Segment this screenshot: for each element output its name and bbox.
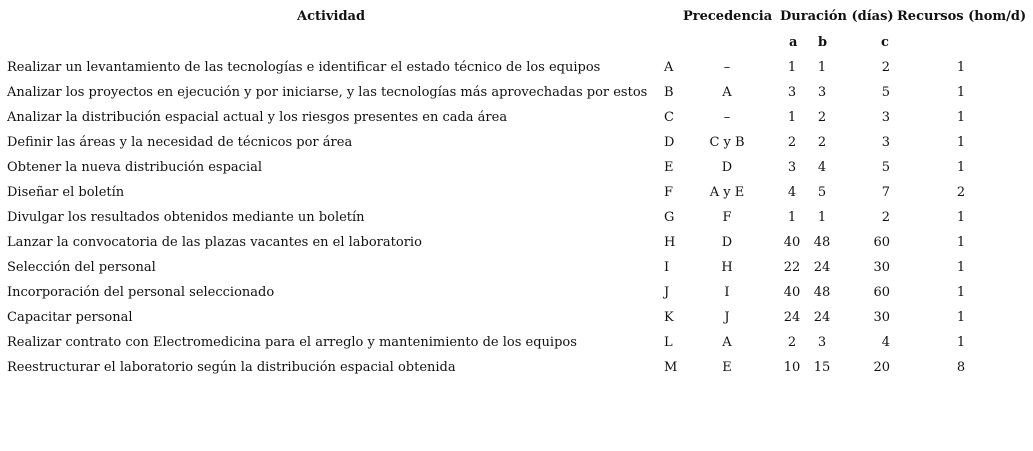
- precedence-cell: D: [721, 235, 733, 250]
- id-cell: H: [664, 235, 676, 250]
- duration-c-cell: 5: [881, 85, 890, 100]
- id-cell: D: [664, 135, 675, 150]
- precedence-cell: E: [722, 360, 732, 375]
- subheader-b: b: [818, 35, 828, 50]
- id-cell: B: [664, 85, 674, 100]
- duration-c-cell: 2: [881, 210, 890, 225]
- header-precedence: Precedencia: [683, 9, 773, 24]
- resources-cell: 1: [956, 160, 966, 175]
- table-row: [0, 184, 1033, 209]
- duration-c-cell: 60: [873, 285, 890, 300]
- duration-a-cell: 40: [783, 235, 801, 250]
- precedence-cell: A: [722, 85, 732, 100]
- duration-b-cell: 24: [813, 260, 831, 275]
- header-resources: Recursos (hom/d): [897, 9, 1027, 24]
- duration-b-cell: 1: [817, 60, 827, 75]
- resources-cell: 1: [956, 85, 966, 100]
- resources-cell: 2: [956, 185, 966, 200]
- id-cell: E: [664, 160, 674, 175]
- duration-c-cell: 2: [881, 60, 890, 75]
- activity-cell: Definir las áreas y la necesidad de técnicos por área: [7, 135, 353, 150]
- table-row: [0, 59, 1033, 84]
- activity-cell: Lanzar la convocatoria de las plazas vacantes en el laboratorio: [7, 235, 422, 250]
- duration-a-cell: 10: [783, 360, 801, 375]
- table-row: [0, 309, 1033, 334]
- duration-c-cell: 20: [873, 360, 890, 375]
- activity-cell: Incorporación del personal seleccionado: [7, 285, 275, 300]
- activity-cell: Selección del personal: [7, 260, 156, 275]
- precedence-cell: J: [724, 310, 730, 325]
- resources-cell: 1: [956, 135, 966, 150]
- resources-cell: 1: [956, 235, 966, 250]
- activity-cell: Analizar los proyectos en ejecución y por iniciarse, y las tecnologías más aprovechadas por estos: [7, 85, 648, 100]
- precedence-cell: H: [721, 260, 733, 275]
- activity-cell: Reestructurar el laboratorio según la distribución espacial obtenida: [7, 360, 456, 375]
- resources-cell: 1: [956, 335, 966, 350]
- id-cell: F: [664, 185, 674, 200]
- table-row: [0, 134, 1033, 159]
- duration-b-cell: 5: [817, 185, 827, 200]
- resources-cell: 1: [956, 210, 966, 225]
- resources-cell: 8: [956, 360, 966, 375]
- table-row: [0, 259, 1033, 284]
- subheader-a: a: [789, 35, 798, 50]
- duration-c-cell: 30: [873, 310, 890, 325]
- activity-cell: Diseñar el boletín: [7, 185, 125, 200]
- subheader-c: c: [881, 35, 889, 50]
- precedence-cell: C y B: [709, 135, 745, 150]
- resources-cell: 1: [956, 60, 966, 75]
- duration-a-cell: 1: [787, 110, 797, 125]
- precedence-cell: I: [724, 285, 730, 300]
- id-cell: K: [664, 310, 674, 325]
- duration-c-cell: 60: [873, 235, 890, 250]
- precedence-cell: A y E: [709, 185, 745, 200]
- duration-a-cell: 1: [787, 210, 797, 225]
- duration-a-cell: 2: [787, 335, 797, 350]
- precedence-cell: F: [722, 210, 732, 225]
- duration-b-cell: 1: [817, 210, 827, 225]
- duration-b-cell: 24: [813, 310, 831, 325]
- id-cell: A: [664, 60, 674, 75]
- duration-a-cell: 4: [787, 185, 797, 200]
- table-row: [0, 109, 1033, 134]
- table-row: [0, 359, 1033, 384]
- duration-b-cell: 2: [817, 110, 827, 125]
- duration-b-cell: 3: [817, 335, 827, 350]
- duration-b-cell: 48: [813, 285, 831, 300]
- duration-b-cell: 15: [813, 360, 831, 375]
- duration-b-cell: 48: [813, 235, 831, 250]
- id-cell: M: [664, 360, 678, 375]
- table-row: [0, 84, 1033, 109]
- duration-b-cell: 2: [817, 135, 827, 150]
- precedence-cell: D: [721, 160, 733, 175]
- activity-cell: Realizar contrato con Electromedicina para el arreglo y mantenimiento de los equipos: [7, 335, 577, 350]
- duration-a-cell: 40: [783, 285, 801, 300]
- header-duration: Duración (días): [780, 9, 894, 24]
- activity-cell: Obtener la nueva distribución espacial: [7, 160, 263, 175]
- duration-b-cell: 4: [817, 160, 827, 175]
- duration-a-cell: 3: [787, 85, 797, 100]
- table-row: [0, 209, 1033, 234]
- activity-cell: Capacitar personal: [7, 310, 133, 325]
- precedence-cell: A: [722, 335, 732, 350]
- id-cell: G: [664, 210, 675, 225]
- duration-a-cell: 24: [783, 310, 801, 325]
- precedence-cell: –: [723, 110, 731, 125]
- duration-b-cell: 3: [817, 85, 827, 100]
- resources-cell: 1: [956, 310, 966, 325]
- id-cell: I: [664, 260, 670, 275]
- duration-c-cell: 4: [881, 335, 890, 350]
- table-row: [0, 284, 1033, 309]
- duration-c-cell: 5: [881, 160, 890, 175]
- precedence-cell: –: [723, 60, 731, 75]
- activity-cell: Realizar un levantamiento de las tecnologías e identificar el estado técnico de los equipos: [7, 60, 601, 75]
- resources-cell: 1: [956, 110, 966, 125]
- id-cell: C: [664, 110, 674, 125]
- resources-cell: 1: [956, 285, 966, 300]
- table-row: [0, 334, 1033, 359]
- table-row: [0, 159, 1033, 184]
- header-activity: Actividad: [297, 9, 366, 24]
- resources-cell: 1: [956, 260, 966, 275]
- duration-a-cell: 22: [783, 260, 801, 275]
- table-row: [0, 234, 1033, 259]
- duration-a-cell: 2: [787, 135, 797, 150]
- activity-cell: Divulgar los resultados obtenidos mediante un boletín: [7, 210, 365, 225]
- duration-c-cell: 7: [881, 185, 890, 200]
- duration-c-cell: 3: [881, 135, 890, 150]
- duration-c-cell: 30: [873, 260, 890, 275]
- duration-a-cell: 1: [787, 60, 797, 75]
- duration-c-cell: 3: [881, 110, 890, 125]
- duration-a-cell: 3: [787, 160, 797, 175]
- activity-cell: Analizar la distribución espacial actual y los riesgos presentes en cada área: [7, 110, 508, 125]
- id-cell: J: [664, 285, 670, 300]
- id-cell: L: [664, 335, 673, 350]
